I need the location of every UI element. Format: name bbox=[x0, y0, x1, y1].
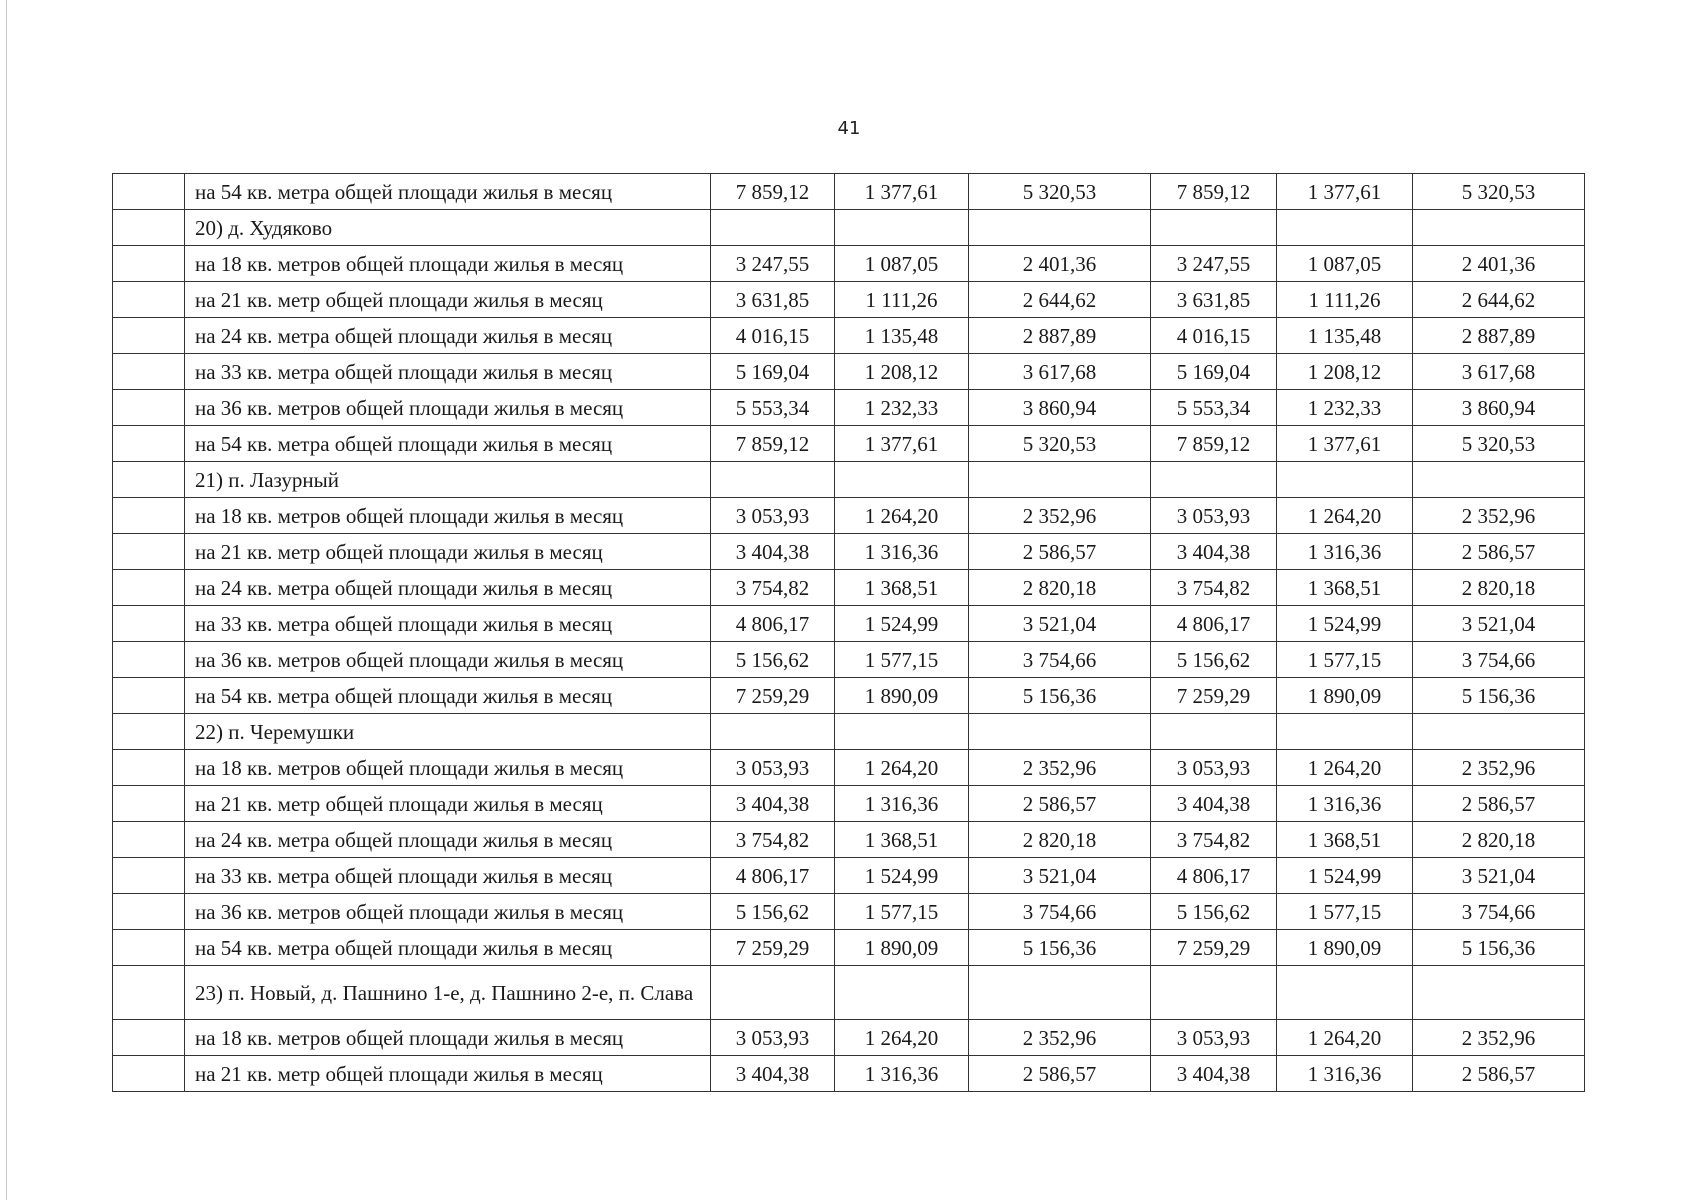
row-index-cell bbox=[113, 426, 185, 462]
scan-edge-line bbox=[6, 0, 7, 1200]
value-cell-1: 5 553,34 bbox=[711, 390, 835, 426]
row-index-cell bbox=[113, 894, 185, 930]
row-index-cell bbox=[113, 354, 185, 390]
value-cell-4: 4 806,17 bbox=[1151, 858, 1277, 894]
value-cell-6: 3 860,94 bbox=[1413, 390, 1585, 426]
row-index-cell bbox=[113, 822, 185, 858]
table-row bbox=[113, 534, 1585, 570]
area-label: на 24 кв. метра общей площади жилья в месяц bbox=[185, 570, 711, 606]
value-cell-3: 2 352,96 bbox=[969, 498, 1151, 534]
value-cell-3: 2 401,36 bbox=[969, 246, 1151, 282]
value-cell-2: 1 368,51 bbox=[835, 822, 969, 858]
value-cell-6: 2 887,89 bbox=[1413, 318, 1585, 354]
tariff-table bbox=[112, 173, 1585, 1092]
value-cell-5: 1 524,99 bbox=[1277, 858, 1413, 894]
value-cell-1: 4 806,17 bbox=[711, 606, 835, 642]
empty-cell bbox=[1151, 462, 1277, 498]
value-cell-3: 2 586,57 bbox=[969, 786, 1151, 822]
row-index-cell bbox=[113, 858, 185, 894]
table-row bbox=[113, 1056, 1585, 1092]
value-cell-2: 1 264,20 bbox=[835, 1020, 969, 1056]
area-label: на 36 кв. метров общей площади жилья в месяц bbox=[185, 642, 711, 678]
empty-cell bbox=[1277, 462, 1413, 498]
value-cell-5: 1 316,36 bbox=[1277, 786, 1413, 822]
value-cell-5: 1 890,09 bbox=[1277, 930, 1413, 966]
value-cell-4: 4 806,17 bbox=[1151, 606, 1277, 642]
value-cell-2: 1 232,33 bbox=[835, 390, 969, 426]
value-cell-3: 3 754,66 bbox=[969, 642, 1151, 678]
table-row bbox=[113, 282, 1585, 318]
table-row bbox=[113, 678, 1585, 714]
value-cell-5: 1 577,15 bbox=[1277, 894, 1413, 930]
table-body bbox=[113, 174, 1585, 1092]
value-cell-3: 3 860,94 bbox=[969, 390, 1151, 426]
table-row bbox=[113, 498, 1585, 534]
row-index-cell bbox=[113, 390, 185, 426]
empty-cell bbox=[1151, 714, 1277, 750]
value-cell-2: 1 368,51 bbox=[835, 570, 969, 606]
value-cell-2: 1 264,20 bbox=[835, 498, 969, 534]
value-cell-5: 1 377,61 bbox=[1277, 426, 1413, 462]
value-cell-5: 1 264,20 bbox=[1277, 1020, 1413, 1056]
value-cell-2: 1 577,15 bbox=[835, 642, 969, 678]
table-row bbox=[113, 246, 1585, 282]
value-cell-4: 7 259,29 bbox=[1151, 930, 1277, 966]
row-index-cell bbox=[113, 462, 185, 498]
value-cell-3: 2 887,89 bbox=[969, 318, 1151, 354]
value-cell-1: 3 053,93 bbox=[711, 750, 835, 786]
settlement-heading: 20) д. Худяково bbox=[185, 210, 711, 246]
empty-cell bbox=[835, 462, 969, 498]
value-cell-6: 5 156,36 bbox=[1413, 930, 1585, 966]
page-number: 41 bbox=[837, 118, 861, 139]
value-cell-2: 1 316,36 bbox=[835, 786, 969, 822]
empty-cell bbox=[1277, 966, 1413, 1020]
settlement-heading: 21) п. Лазурный bbox=[185, 462, 711, 498]
value-cell-5: 1 087,05 bbox=[1277, 246, 1413, 282]
value-cell-1: 3 404,38 bbox=[711, 534, 835, 570]
value-cell-1: 7 859,12 bbox=[711, 174, 835, 210]
value-cell-1: 5 156,62 bbox=[711, 894, 835, 930]
row-index-cell bbox=[113, 498, 185, 534]
value-cell-6: 2 586,57 bbox=[1413, 786, 1585, 822]
area-label: на 21 кв. метр общей площади жилья в месяц bbox=[185, 534, 711, 570]
empty-cell bbox=[969, 966, 1151, 1020]
table-row bbox=[113, 858, 1585, 894]
table-row bbox=[113, 1020, 1585, 1056]
empty-cell bbox=[969, 714, 1151, 750]
value-cell-1: 4 016,15 bbox=[711, 318, 835, 354]
table-row bbox=[113, 174, 1585, 210]
area-label: на 18 кв. метров общей площади жилья в месяц bbox=[185, 498, 711, 534]
value-cell-5: 1 232,33 bbox=[1277, 390, 1413, 426]
table-row bbox=[113, 786, 1585, 822]
value-cell-2: 1 111,26 bbox=[835, 282, 969, 318]
row-index-cell bbox=[113, 750, 185, 786]
value-cell-6: 2 586,57 bbox=[1413, 1056, 1585, 1092]
value-cell-2: 1 377,61 bbox=[835, 426, 969, 462]
value-cell-1: 5 169,04 bbox=[711, 354, 835, 390]
value-cell-3: 5 156,36 bbox=[969, 678, 1151, 714]
row-index-cell bbox=[113, 570, 185, 606]
area-label: на 24 кв. метра общей площади жилья в месяц bbox=[185, 318, 711, 354]
value-cell-2: 1 135,48 bbox=[835, 318, 969, 354]
table-row bbox=[113, 318, 1585, 354]
value-cell-5: 1 577,15 bbox=[1277, 642, 1413, 678]
row-index-cell bbox=[113, 714, 185, 750]
value-cell-2: 1 377,61 bbox=[835, 174, 969, 210]
area-label: на 54 кв. метра общей площади жилья в месяц bbox=[185, 678, 711, 714]
value-cell-3: 2 586,57 bbox=[969, 534, 1151, 570]
row-index-cell bbox=[113, 642, 185, 678]
empty-cell bbox=[711, 966, 835, 1020]
value-cell-6: 3 521,04 bbox=[1413, 606, 1585, 642]
table-row bbox=[113, 570, 1585, 606]
area-label: на 21 кв. метр общей площади жилья в месяц bbox=[185, 786, 711, 822]
row-index-cell bbox=[113, 966, 185, 1020]
value-cell-6: 2 586,57 bbox=[1413, 534, 1585, 570]
value-cell-1: 4 806,17 bbox=[711, 858, 835, 894]
value-cell-3: 5 156,36 bbox=[969, 930, 1151, 966]
empty-cell bbox=[1413, 210, 1585, 246]
value-cell-5: 1 264,20 bbox=[1277, 750, 1413, 786]
value-cell-5: 1 316,36 bbox=[1277, 534, 1413, 570]
section-row bbox=[113, 966, 1585, 1020]
value-cell-4: 4 016,15 bbox=[1151, 318, 1277, 354]
empty-cell bbox=[835, 966, 969, 1020]
value-cell-4: 5 156,62 bbox=[1151, 894, 1277, 930]
empty-cell bbox=[1151, 966, 1277, 1020]
value-cell-6: 5 320,53 bbox=[1413, 174, 1585, 210]
area-label: на 18 кв. метров общей площади жилья в месяц bbox=[185, 750, 711, 786]
value-cell-6: 5 156,36 bbox=[1413, 678, 1585, 714]
value-cell-6: 2 820,18 bbox=[1413, 570, 1585, 606]
settlement-heading: 23) п. Новый, д. Пашнино 1-е, д. Пашнино 2-е, п. Слава bbox=[185, 966, 711, 1020]
row-index-cell bbox=[113, 1056, 185, 1092]
value-cell-5: 1 368,51 bbox=[1277, 822, 1413, 858]
empty-cell bbox=[711, 714, 835, 750]
value-cell-2: 1 316,36 bbox=[835, 534, 969, 570]
row-index-cell bbox=[113, 930, 185, 966]
empty-cell bbox=[1277, 714, 1413, 750]
row-index-cell bbox=[113, 318, 185, 354]
value-cell-6: 3 617,68 bbox=[1413, 354, 1585, 390]
value-cell-2: 1 524,99 bbox=[835, 606, 969, 642]
value-cell-1: 7 259,29 bbox=[711, 678, 835, 714]
area-label: на 54 кв. метра общей площади жилья в месяц bbox=[185, 174, 711, 210]
value-cell-4: 3 053,93 bbox=[1151, 750, 1277, 786]
row-index-cell bbox=[113, 606, 185, 642]
area-label: на 54 кв. метра общей площади жилья в месяц bbox=[185, 426, 711, 462]
table-row bbox=[113, 426, 1585, 462]
value-cell-2: 1 890,09 bbox=[835, 678, 969, 714]
value-cell-4: 3 247,55 bbox=[1151, 246, 1277, 282]
value-cell-1: 3 247,55 bbox=[711, 246, 835, 282]
value-cell-5: 1 890,09 bbox=[1277, 678, 1413, 714]
value-cell-4: 3 404,38 bbox=[1151, 1056, 1277, 1092]
section-row bbox=[113, 210, 1585, 246]
row-index-cell bbox=[113, 174, 185, 210]
value-cell-1: 3 631,85 bbox=[711, 282, 835, 318]
row-index-cell bbox=[113, 534, 185, 570]
value-cell-6: 2 352,96 bbox=[1413, 1020, 1585, 1056]
table-row bbox=[113, 894, 1585, 930]
value-cell-3: 5 320,53 bbox=[969, 426, 1151, 462]
empty-cell bbox=[1413, 714, 1585, 750]
table-row bbox=[113, 750, 1585, 786]
table-row bbox=[113, 822, 1585, 858]
value-cell-3: 2 352,96 bbox=[969, 750, 1151, 786]
value-cell-3: 2 820,18 bbox=[969, 822, 1151, 858]
value-cell-6: 2 820,18 bbox=[1413, 822, 1585, 858]
row-index-cell bbox=[113, 1020, 185, 1056]
table-row bbox=[113, 390, 1585, 426]
value-cell-4: 3 754,82 bbox=[1151, 822, 1277, 858]
value-cell-6: 5 320,53 bbox=[1413, 426, 1585, 462]
section-row bbox=[113, 714, 1585, 750]
value-cell-6: 2 644,62 bbox=[1413, 282, 1585, 318]
value-cell-2: 1 087,05 bbox=[835, 246, 969, 282]
empty-cell bbox=[835, 714, 969, 750]
value-cell-1: 7 259,29 bbox=[711, 930, 835, 966]
area-label: на 36 кв. метров общей площади жилья в месяц bbox=[185, 894, 711, 930]
area-label: на 36 кв. метров общей площади жилья в месяц bbox=[185, 390, 711, 426]
value-cell-5: 1 264,20 bbox=[1277, 498, 1413, 534]
value-cell-5: 1 377,61 bbox=[1277, 174, 1413, 210]
value-cell-1: 3 053,93 bbox=[711, 498, 835, 534]
value-cell-6: 3 521,04 bbox=[1413, 858, 1585, 894]
value-cell-4: 5 553,34 bbox=[1151, 390, 1277, 426]
value-cell-6: 2 401,36 bbox=[1413, 246, 1585, 282]
area-label: на 21 кв. метр общей площади жилья в месяц bbox=[185, 1056, 711, 1092]
empty-cell bbox=[835, 210, 969, 246]
value-cell-5: 1 135,48 bbox=[1277, 318, 1413, 354]
value-cell-1: 5 156,62 bbox=[711, 642, 835, 678]
value-cell-3: 3 521,04 bbox=[969, 606, 1151, 642]
area-label: на 33 кв. метра общей площади жилья в месяц bbox=[185, 606, 711, 642]
value-cell-3: 3 521,04 bbox=[969, 858, 1151, 894]
value-cell-4: 7 859,12 bbox=[1151, 426, 1277, 462]
value-cell-6: 2 352,96 bbox=[1413, 750, 1585, 786]
area-label: на 24 кв. метра общей площади жилья в месяц bbox=[185, 822, 711, 858]
value-cell-4: 3 754,82 bbox=[1151, 570, 1277, 606]
empty-cell bbox=[1277, 210, 1413, 246]
value-cell-5: 1 111,26 bbox=[1277, 282, 1413, 318]
value-cell-1: 3 754,82 bbox=[711, 822, 835, 858]
value-cell-1: 3 404,38 bbox=[711, 786, 835, 822]
table-row bbox=[113, 642, 1585, 678]
value-cell-3: 3 754,66 bbox=[969, 894, 1151, 930]
section-row bbox=[113, 462, 1585, 498]
value-cell-2: 1 524,99 bbox=[835, 858, 969, 894]
value-cell-5: 1 316,36 bbox=[1277, 1056, 1413, 1092]
value-cell-5: 1 368,51 bbox=[1277, 570, 1413, 606]
area-label: на 54 кв. метра общей площади жилья в месяц bbox=[185, 930, 711, 966]
area-label: на 18 кв. метров общей площади жилья в месяц bbox=[185, 246, 711, 282]
value-cell-3: 2 352,96 bbox=[969, 1020, 1151, 1056]
value-cell-5: 1 208,12 bbox=[1277, 354, 1413, 390]
empty-cell bbox=[1151, 210, 1277, 246]
row-index-cell bbox=[113, 678, 185, 714]
value-cell-4: 5 169,04 bbox=[1151, 354, 1277, 390]
row-index-cell bbox=[113, 786, 185, 822]
empty-cell bbox=[711, 462, 835, 498]
empty-cell bbox=[969, 210, 1151, 246]
value-cell-4: 3 631,85 bbox=[1151, 282, 1277, 318]
value-cell-4: 7 859,12 bbox=[1151, 174, 1277, 210]
value-cell-2: 1 316,36 bbox=[835, 1056, 969, 1092]
value-cell-4: 5 156,62 bbox=[1151, 642, 1277, 678]
value-cell-2: 1 577,15 bbox=[835, 894, 969, 930]
area-label: на 21 кв. метр общей площади жилья в месяц bbox=[185, 282, 711, 318]
value-cell-3: 5 320,53 bbox=[969, 174, 1151, 210]
value-cell-4: 3 053,93 bbox=[1151, 1020, 1277, 1056]
row-index-cell bbox=[113, 246, 185, 282]
value-cell-2: 1 208,12 bbox=[835, 354, 969, 390]
value-cell-6: 3 754,66 bbox=[1413, 642, 1585, 678]
area-label: на 18 кв. метров общей площади жилья в месяц bbox=[185, 1020, 711, 1056]
value-cell-2: 1 264,20 bbox=[835, 750, 969, 786]
value-cell-3: 2 820,18 bbox=[969, 570, 1151, 606]
value-cell-5: 1 524,99 bbox=[1277, 606, 1413, 642]
value-cell-4: 3 053,93 bbox=[1151, 498, 1277, 534]
value-cell-1: 3 053,93 bbox=[711, 1020, 835, 1056]
value-cell-1: 7 859,12 bbox=[711, 426, 835, 462]
value-cell-2: 1 890,09 bbox=[835, 930, 969, 966]
value-cell-4: 7 259,29 bbox=[1151, 678, 1277, 714]
value-cell-6: 3 754,66 bbox=[1413, 894, 1585, 930]
value-cell-4: 3 404,38 bbox=[1151, 786, 1277, 822]
table-row bbox=[113, 606, 1585, 642]
empty-cell bbox=[1413, 966, 1585, 1020]
row-index-cell bbox=[113, 210, 185, 246]
empty-cell bbox=[969, 462, 1151, 498]
value-cell-1: 3 404,38 bbox=[711, 1056, 835, 1092]
row-index-cell bbox=[113, 282, 185, 318]
value-cell-6: 2 352,96 bbox=[1413, 498, 1585, 534]
value-cell-4: 3 404,38 bbox=[1151, 534, 1277, 570]
value-cell-1: 3 754,82 bbox=[711, 570, 835, 606]
empty-cell bbox=[711, 210, 835, 246]
value-cell-3: 3 617,68 bbox=[969, 354, 1151, 390]
table-row bbox=[113, 930, 1585, 966]
value-cell-3: 2 586,57 bbox=[969, 1056, 1151, 1092]
empty-cell bbox=[1413, 462, 1585, 498]
value-cell-3: 2 644,62 bbox=[969, 282, 1151, 318]
settlement-heading: 22) п. Черемушки bbox=[185, 714, 711, 750]
area-label: на 33 кв. метра общей площади жилья в месяц bbox=[185, 858, 711, 894]
area-label: на 33 кв. метра общей площади жилья в месяц bbox=[185, 354, 711, 390]
table-row bbox=[113, 354, 1585, 390]
